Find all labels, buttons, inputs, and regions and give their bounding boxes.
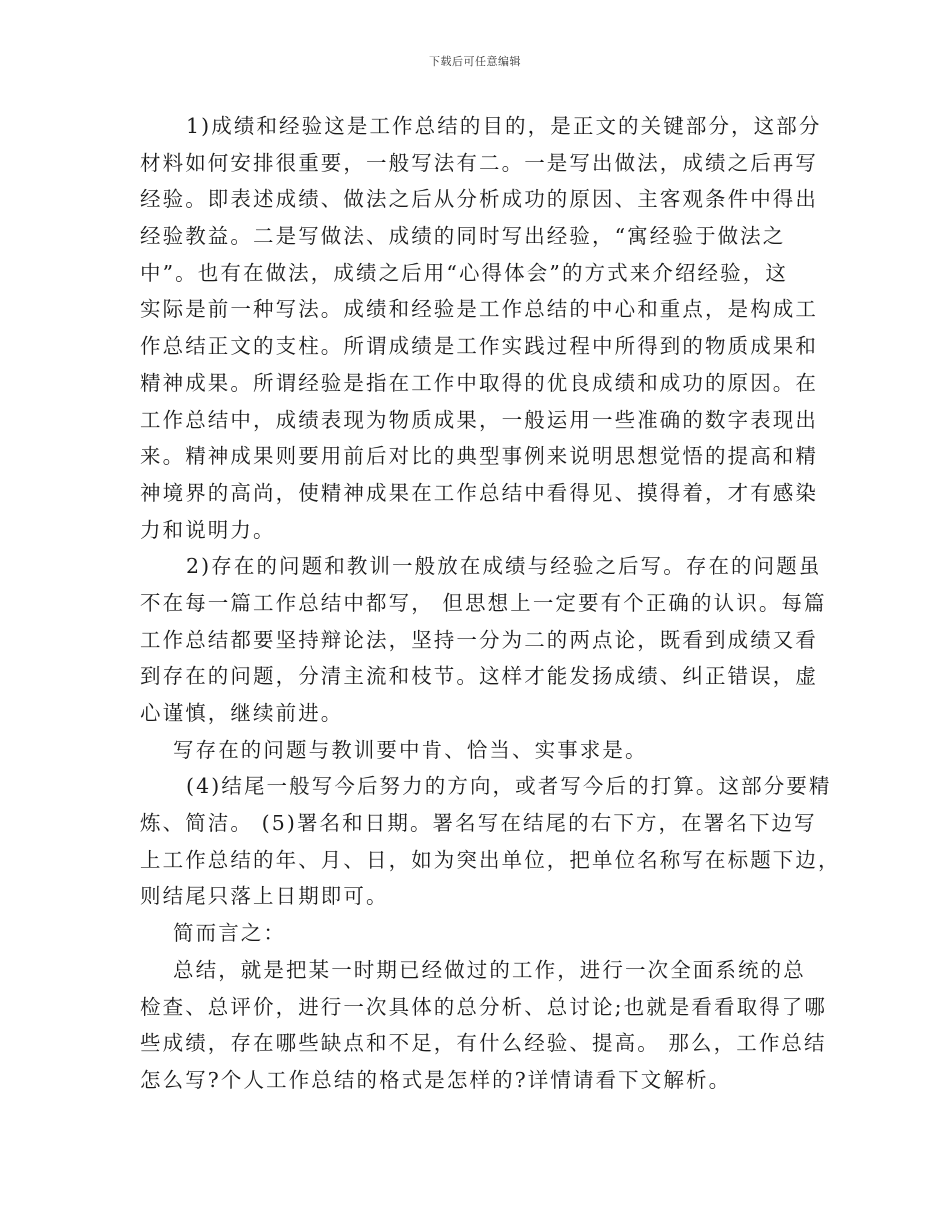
paragraph-line: 1)成绩和经验这是工作总结的目的，是正文的关键部分，这部分 xyxy=(186,114,822,138)
paragraph-line: 简而言之： xyxy=(173,921,286,946)
paragraph-line: 则结尾只落上日期即可。 xyxy=(140,884,389,909)
paragraph-line: 上工作总结的年、月、日，如为突出单位，把单位名称写在标题下边， xyxy=(140,847,841,872)
paragraph-line: 经验。即表述成绩、做法之后从分析成功的原因、主客观条件中得出 xyxy=(140,187,818,212)
paragraph-line: 来。精神成果则要用前后对比的典型事例来说明思想觉悟的提高和精 xyxy=(140,444,818,469)
paragraph-line: 些成绩，存在哪些缺点和不足，有什么经验、提高。 那么，工作总结 xyxy=(140,1031,827,1056)
paragraph-line: 实际是前一种写法。成绩和经验是工作总结的中心和重点，是构成工 xyxy=(140,297,818,322)
paragraph-line: 神境界的高尚，使精神成果在工作总结中看得见、摸得着，才有感染 xyxy=(140,480,818,505)
paragraph-line: 炼、简洁。 (5)署名和日期。署名写在结尾的右下方，在署名下边写 xyxy=(140,811,817,836)
document-body xyxy=(140,108,841,1099)
paragraph-line: 不在每一篇工作总结中都写， 但思想上一定要有个正确的认识。每篇 xyxy=(140,590,827,615)
page-header: 下载后可任意编辑 xyxy=(429,55,521,68)
paragraph-line: 经验教益。二是写做法、成绩的同时写出经验，“寓经验于做法之 xyxy=(140,224,786,249)
paragraph-line: 到存在的问题，分清主流和枝节。这样才能发扬成绩、纠正错误，虚 xyxy=(140,664,818,689)
paragraph-line: 作总结正文的支柱。所谓成绩是工作实践过程中所得到的物质成果和 xyxy=(140,334,818,359)
paragraph-line: 2)存在的问题和教训一般放在成绩与经验之后写。存在的问题虽 xyxy=(186,554,822,579)
paragraph-line: 中”。也有在做法，成绩之后用“心得体会”的方式来介绍经验，这 xyxy=(140,260,788,285)
paragraph-line: 总结，就是把某一时期已经做过的工作，进行一次全面系统的总 xyxy=(173,957,806,982)
paragraph-line: 精神成果。所谓经验是指在工作中取得的优良成绩和成功的原因。在 xyxy=(140,370,818,395)
paragraph-line: 工作总结都要坚持辩论法，坚持一分为二的两点论，既看到成绩又看 xyxy=(140,627,818,652)
paragraph-line: 怎么写?个人工作总结的格式是怎样的?详情请看下文解析。 xyxy=(140,1067,732,1092)
paragraph-line: 材料如何安排很重要，一般写法有二。一是写出做法，成绩之后再写 xyxy=(140,150,818,175)
paragraph-line: (4)结尾一般写今后努力的方向，或者写今后的打算。这部分要精 xyxy=(186,774,832,799)
paragraph-line: 检查、总评价，进行一次具体的总分析、总讨论;也就是看看取得了哪 xyxy=(140,994,828,1019)
paragraph-line: 力和说明力。 xyxy=(140,517,276,542)
paragraph-line: 工作总结中，成绩表现为物质成果，一般运用一些准确的数字表现出 xyxy=(140,407,818,432)
paragraph-line: 写存在的问题与教训要中肯、恰当、实事求是。 xyxy=(173,737,648,762)
paragraph-line: 心谨慎，继续前进。 xyxy=(140,701,344,725)
